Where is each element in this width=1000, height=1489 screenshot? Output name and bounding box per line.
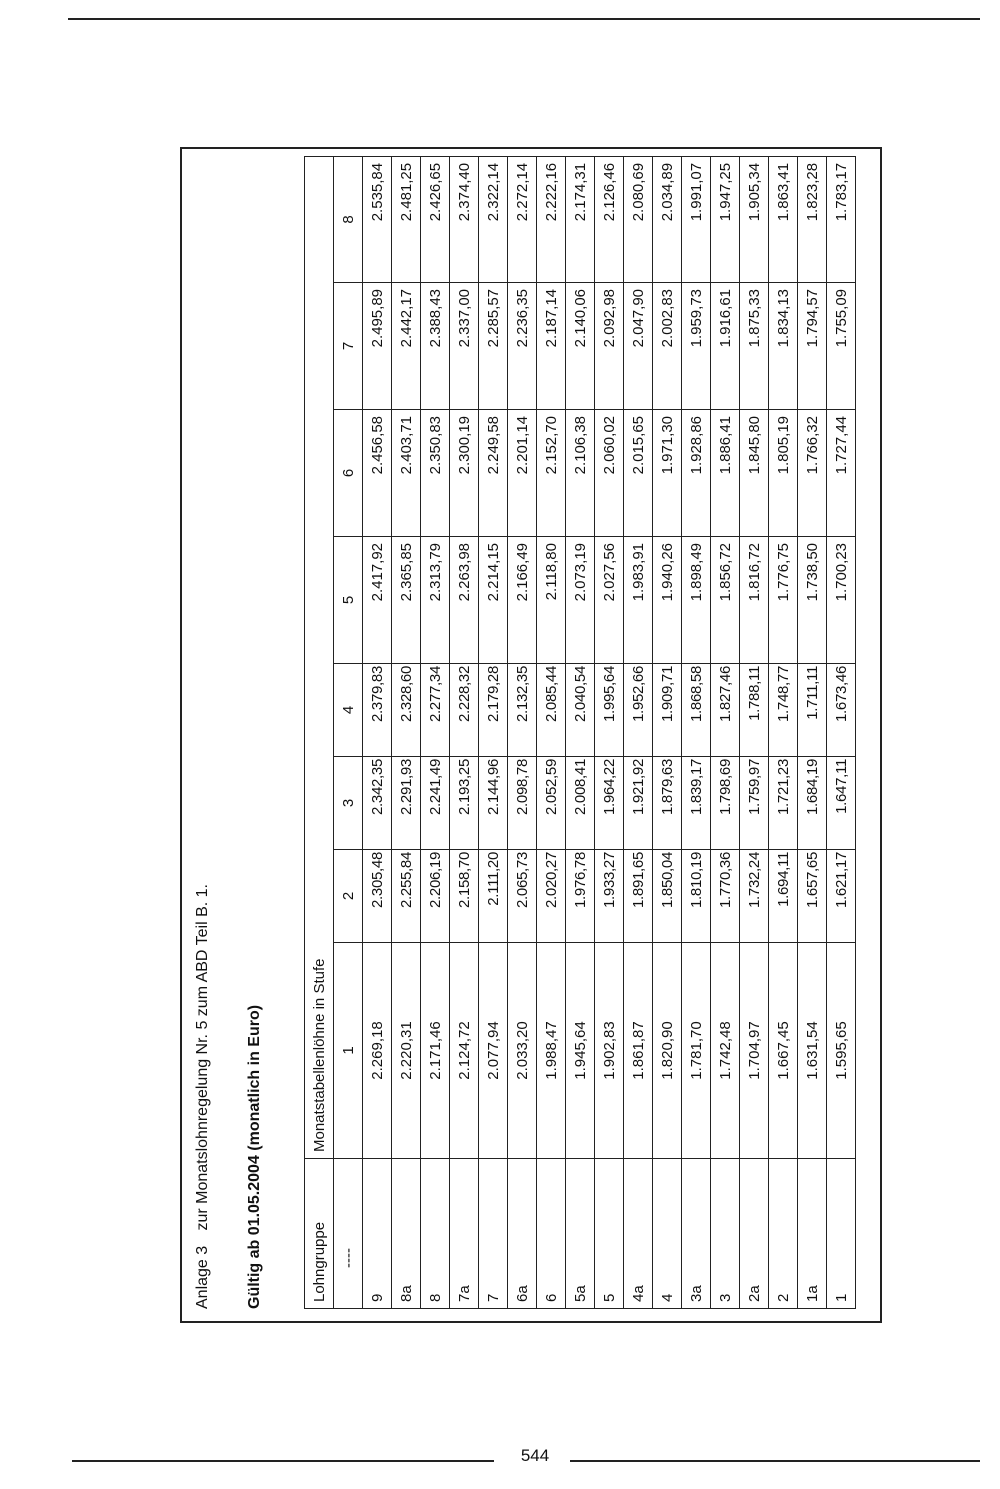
stufe-8-cell: 1.783,17 — [827, 156, 856, 282]
lohngruppe-cell: 5a — [566, 1159, 595, 1309]
stufe-1-cell: 1.945,64 — [566, 943, 595, 1159]
stufe-5-cell: 2.118,80 — [537, 537, 566, 664]
stufe-7-cell: 2.495,89 — [363, 283, 392, 410]
stufe-5-cell: 1.898,49 — [682, 537, 711, 664]
footer-rule-right — [570, 1460, 980, 1462]
stufe-7-cell: 2.285,57 — [479, 283, 508, 410]
footer-rule-left — [72, 1460, 494, 1462]
stufe-8-cell: 2.481,25 — [392, 156, 421, 282]
stufe-8-cell: 2.080,69 — [624, 156, 653, 282]
stufe-7-cell: 2.388,43 — [421, 283, 450, 410]
lohngruppe-cell: 2a — [740, 1159, 769, 1309]
stufe-8-cell: 2.126,46 — [595, 156, 624, 282]
stufe-2-cell: 1.810,19 — [682, 850, 711, 943]
stufe-4-cell: 2.277,34 — [421, 664, 450, 757]
stufe-5-cell: 2.365,85 — [392, 537, 421, 664]
stufe-2-cell: 2.206,19 — [421, 850, 450, 943]
stufe-7-cell: 2.047,90 — [624, 283, 653, 410]
stufe-5-cell: 1.856,72 — [711, 537, 740, 664]
stufe-4-cell: 1.995,64 — [595, 664, 624, 757]
stufe-7-cell: 2.140,06 — [566, 283, 595, 410]
stufe-3-cell: 2.291,93 — [392, 757, 421, 850]
stufe-1-cell: 2.124,72 — [450, 943, 479, 1159]
stufe-8-cell: 2.535,84 — [363, 156, 392, 282]
stufe-3-cell: 1.721,23 — [769, 757, 798, 850]
lohngruppe-cell: 8a — [392, 1159, 421, 1309]
stufe-6-cell: 2.152,70 — [537, 410, 566, 537]
table-row — [508, 156, 537, 1308]
lohngruppe-cell: 7a — [450, 1159, 479, 1309]
table-row — [392, 156, 421, 1308]
lohngruppe-cell: 3 — [711, 1159, 740, 1309]
stufe-1-cell: 1.704,97 — [740, 943, 769, 1159]
stufe-6-cell: 2.403,71 — [392, 410, 421, 537]
anlage-label: Anlage 3 — [194, 1245, 211, 1309]
stufe-3-cell: 1.879,63 — [653, 757, 682, 850]
stufe-5-cell: 1.738,50 — [798, 537, 827, 664]
stufe-5-cell: 1.983,91 — [624, 537, 653, 664]
stufe-1-cell: 1.820,90 — [653, 943, 682, 1159]
stufe-4-cell: 2.132,35 — [508, 664, 537, 757]
stufe-8-cell: 2.322,14 — [479, 156, 508, 282]
stufe-8-cell: 2.374,40 — [450, 156, 479, 282]
wage-table-body — [363, 156, 856, 1308]
stufe-6-cell: 2.456,58 — [363, 410, 392, 537]
stufe-4-cell: 1.748,77 — [769, 664, 798, 757]
stufe-2: 2 — [334, 850, 363, 943]
stufe-2-cell: 1.976,78 — [566, 850, 595, 943]
lohngruppe-cell: 5 — [595, 1159, 624, 1309]
stufe-6-cell: 1.727,44 — [827, 410, 856, 537]
stufe-6-cell: 2.015,65 — [624, 410, 653, 537]
stufe-4-cell: 2.179,28 — [479, 664, 508, 757]
stufe-3-cell: 2.193,25 — [450, 757, 479, 850]
stufe-8-cell: 2.222,16 — [537, 156, 566, 282]
stufe-7-cell: 1.755,09 — [827, 283, 856, 410]
stufe-6-cell: 2.350,83 — [421, 410, 450, 537]
stufe-7-cell: 1.916,61 — [711, 283, 740, 410]
lohngruppe-cell: 1 — [827, 1159, 856, 1309]
stufe-1-cell: 2.077,94 — [479, 943, 508, 1159]
stufe-4-cell: 1.952,66 — [624, 664, 653, 757]
stufe-8-cell: 1.991,07 — [682, 156, 711, 282]
lohngruppe-cell: 3a — [682, 1159, 711, 1309]
top-rule — [68, 18, 980, 20]
table-row — [653, 156, 682, 1308]
stufe-3-cell: 1.839,17 — [682, 757, 711, 850]
stufe-6-cell: 1.845,80 — [740, 410, 769, 537]
table-row — [624, 156, 653, 1308]
stufe-2-cell: 2.020,27 — [537, 850, 566, 943]
header-row-1 — [305, 156, 334, 1308]
lohngruppe-cell: 6 — [537, 1159, 566, 1309]
stufe-8-cell: 2.272,14 — [508, 156, 537, 282]
stufe-5-cell: 1.816,72 — [740, 537, 769, 664]
table-row — [740, 156, 769, 1308]
stufe-1-cell: 2.269,18 — [363, 943, 392, 1159]
stufe-7-cell: 1.834,13 — [769, 283, 798, 410]
stufe-1: 1 — [334, 943, 363, 1159]
stufe-4-cell: 2.040,54 — [566, 664, 595, 757]
stufe-2-cell: 1.770,36 — [711, 850, 740, 943]
stufe-4-cell: 1.868,58 — [682, 664, 711, 757]
lohngruppe-cell: 4 — [653, 1159, 682, 1309]
stufe-4-cell: 1.673,46 — [827, 664, 856, 757]
page-number: 544 — [520, 1446, 550, 1465]
table-row — [827, 156, 856, 1308]
stufe-6-cell: 2.201,14 — [508, 410, 537, 537]
stufe-6-cell: 2.106,38 — [566, 410, 595, 537]
table-row — [363, 156, 392, 1308]
stufe-8-cell: 1.947,25 — [711, 156, 740, 282]
validity-title: Gültig ab 01.05.2004 (monatlich in Euro) — [246, 1004, 263, 1309]
stufe-8-cell: 1.823,28 — [798, 156, 827, 282]
stufe-7-cell: 1.959,73 — [682, 283, 711, 410]
stufe-5: 5 — [334, 537, 363, 664]
stufe-6-cell: 2.300,19 — [450, 410, 479, 537]
stufe-8-cell: 1.863,41 — [769, 156, 798, 282]
stufe-7-cell: 1.794,57 — [798, 283, 827, 410]
stufe-4-cell: 1.711,11 — [798, 664, 827, 757]
stufe-7-cell: 2.236,35 — [508, 283, 537, 410]
stufe-3-cell: 2.052,59 — [537, 757, 566, 850]
stufe-8-cell: 2.426,65 — [421, 156, 450, 282]
stufe-1-cell: 1.781,70 — [682, 943, 711, 1159]
stufe-7-cell: 2.442,17 — [392, 283, 421, 410]
stufe-5-cell: 1.940,26 — [653, 537, 682, 664]
table-row — [479, 156, 508, 1308]
stufe-6-cell: 2.060,02 — [595, 410, 624, 537]
stufe-header: Monatstabellenlöhne in Stufe — [305, 156, 334, 1158]
stufe-7: 7 — [334, 283, 363, 410]
table-row — [566, 156, 595, 1308]
lohngruppe-cell: 7 — [479, 1159, 508, 1309]
stufe-2-cell: 2.065,73 — [508, 850, 537, 943]
group-header: Lohngruppe — [305, 1159, 334, 1309]
stufe-3-cell: 1.647,11 — [827, 757, 856, 850]
stufe-7-cell: 1.875,33 — [740, 283, 769, 410]
anlage-text: zur Monatslohnregelung Nr. 5 zum ABD Teil B. 1. — [194, 884, 211, 1231]
stufe-7-cell: 2.337,00 — [450, 283, 479, 410]
stufe-1-cell: 1.742,48 — [711, 943, 740, 1159]
lohngruppe-cell: 1a — [798, 1159, 827, 1309]
stufe-2-cell: 2.158,70 — [450, 850, 479, 943]
stufe-2-cell: 1.732,24 — [740, 850, 769, 943]
table-row — [711, 156, 740, 1308]
stufe-2-cell: 1.850,04 — [653, 850, 682, 943]
stufe-1-cell: 1.902,83 — [595, 943, 624, 1159]
stufe-8: 8 — [334, 156, 363, 282]
stufe-5-cell: 2.417,92 — [363, 537, 392, 664]
stufe-3-cell: 2.008,41 — [566, 757, 595, 850]
table-row — [798, 156, 827, 1308]
stufe-3-cell: 1.684,19 — [798, 757, 827, 850]
table-row — [682, 156, 711, 1308]
table-row — [450, 156, 479, 1308]
stufe-6-cell: 1.766,32 — [798, 410, 827, 537]
stufe-4-cell: 1.788,11 — [740, 664, 769, 757]
lohngruppe-cell: 9 — [363, 1159, 392, 1309]
stufe-5-cell: 1.776,75 — [769, 537, 798, 664]
stufe-4-cell: 1.827,46 — [711, 664, 740, 757]
stufe-4-cell: 1.909,71 — [653, 664, 682, 757]
stufe-4-cell: 2.328,60 — [392, 664, 421, 757]
stufe-7-cell: 2.187,14 — [537, 283, 566, 410]
stufe-4: 4 — [334, 664, 363, 757]
stufe-8-cell: 2.174,31 — [566, 156, 595, 282]
header-row-2 — [334, 156, 363, 1308]
stufe-6-cell: 1.928,86 — [682, 410, 711, 537]
stufe-6-cell: 1.805,19 — [769, 410, 798, 537]
stufe-6-cell: 2.249,58 — [479, 410, 508, 537]
stufe-5-cell: 2.073,19 — [566, 537, 595, 664]
stufe-3: 3 — [334, 757, 363, 850]
table-row — [595, 156, 624, 1308]
lohngruppe-cell: 8 — [421, 1159, 450, 1309]
stufe-2-cell: 2.111,20 — [479, 850, 508, 943]
stufe-2-cell: 2.255,84 — [392, 850, 421, 943]
stufe-2-cell: 1.694,11 — [769, 850, 798, 943]
stufe-5-cell: 2.214,15 — [479, 537, 508, 664]
stufe-3-cell: 2.241,49 — [421, 757, 450, 850]
stufe-1-cell: 2.171,46 — [421, 943, 450, 1159]
stufe-7-cell: 2.002,83 — [653, 283, 682, 410]
stufe-3-cell: 2.098,78 — [508, 757, 537, 850]
table-row — [537, 156, 566, 1308]
wage-table — [304, 156, 856, 1309]
lohngruppe-cell: 2 — [769, 1159, 798, 1309]
stufe-2-cell: 1.657,65 — [798, 850, 827, 943]
stufe-2-cell: 1.933,27 — [595, 850, 624, 943]
stufe-1-cell: 1.667,45 — [769, 943, 798, 1159]
table-row — [421, 156, 450, 1308]
stufe-2-cell: 1.621,17 — [827, 850, 856, 943]
lohngruppe-cell: 4a — [624, 1159, 653, 1309]
stufe-5-cell: 2.166,49 — [508, 537, 537, 664]
lohngruppe-cell: 6a — [508, 1159, 537, 1309]
stufe-2-cell: 2.305,48 — [363, 850, 392, 943]
stufe-3-cell: 2.342,35 — [363, 757, 392, 850]
group-subheader: ---- — [334, 1159, 363, 1309]
stufe-6: 6 — [334, 410, 363, 537]
stufe-3-cell: 1.964,22 — [595, 757, 624, 850]
stufe-1-cell: 2.033,20 — [508, 943, 537, 1159]
rotated-content — [182, 149, 880, 1321]
stufe-1-cell: 1.631,54 — [798, 943, 827, 1159]
stufe-1-cell: 1.988,47 — [537, 943, 566, 1159]
stufe-3-cell: 2.144,96 — [479, 757, 508, 850]
stufe-3-cell: 1.759,97 — [740, 757, 769, 850]
stufe-5-cell: 1.700,23 — [827, 537, 856, 664]
stufe-6-cell: 1.886,41 — [711, 410, 740, 537]
anlage-line — [194, 884, 212, 1309]
stufe-1-cell: 2.220,31 — [392, 943, 421, 1159]
stufe-5-cell: 2.027,56 — [595, 537, 624, 664]
stufe-5-cell: 2.313,79 — [421, 537, 450, 664]
stufe-4-cell: 2.085,44 — [537, 664, 566, 757]
stufe-3-cell: 1.921,92 — [624, 757, 653, 850]
stufe-4-cell: 2.379,83 — [363, 664, 392, 757]
stufe-8-cell: 1.905,34 — [740, 156, 769, 282]
stufe-8-cell: 2.034,89 — [653, 156, 682, 282]
stufe-1-cell: 1.595,65 — [827, 943, 856, 1159]
stufe-5-cell: 2.263,98 — [450, 537, 479, 664]
table-row — [769, 156, 798, 1308]
stufe-6-cell: 1.971,30 — [653, 410, 682, 537]
stufe-1-cell: 1.861,87 — [624, 943, 653, 1159]
stufe-3-cell: 1.798,69 — [711, 757, 740, 850]
stufe-7-cell: 2.092,98 — [595, 283, 624, 410]
stufe-2-cell: 1.891,65 — [624, 850, 653, 943]
stufe-4-cell: 2.228,32 — [450, 664, 479, 757]
